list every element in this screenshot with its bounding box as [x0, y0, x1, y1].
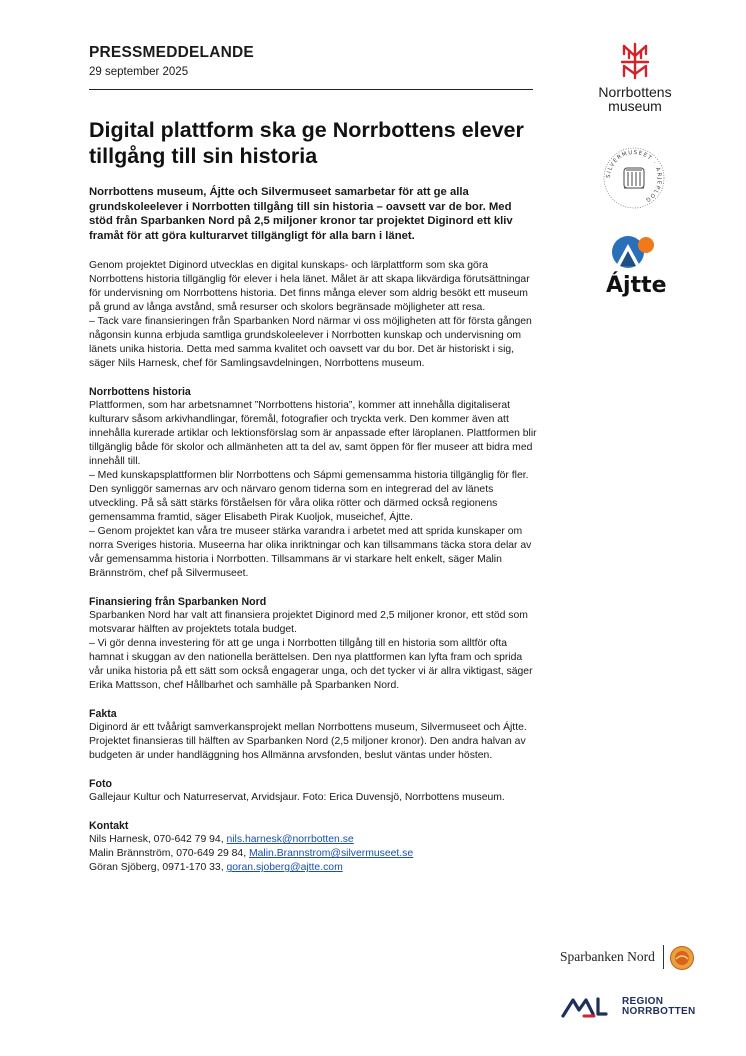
norrbottens-museum-logo [590, 42, 680, 113]
intro-paragraph-1: Genom projektet Diginord utvecklas en digital kunskaps- och lärplattform som ska göra Norrbottens historia tillgänglig för elever i hela länet. Målet är att skapa likvärdiga förutsättningar för undervisning om Norrbottens historia. Det finns många elever som aldrig besökt ett museum på grund av långa avstånd, små resurser och skolors begränsade möjligheter att resa. [89, 260, 530, 314]
email-link-nils[interactable]: nils.harnesk@norrbotten.se [226, 834, 354, 846]
sparbanken-emblem-icon [669, 945, 695, 971]
silvermuseet-seal-icon [602, 146, 666, 210]
contact-malin: Malin Brännström, 070-649 29 84, Malin.Brannstrom@silvermuseet.se [89, 848, 414, 860]
ajtte-logo [606, 232, 667, 298]
fakta-paragraph: Diginord är ett tvåårigt samverkansprojekt mellan Norrbottens museum, Silvermuseet och Ájtte. Projektet finansieras till hälften av Sparbanken Nord (2,5 miljoner kronor). Den andra halvan av budgeten är under handläggning hos Allmänna arvsfonden, beslut väntas under hösten. [89, 722, 527, 762]
contact-goran: Göran Sjöberg, 0971-170 33, goran.sjoberg@ajtte.com [89, 862, 343, 874]
lead-paragraph: Norrbottens museum, Ájtte och Silvermuseet samarbetar för att ge alla grundskoleelever i Norrbotten tillgång till sin historia – oavsett var de bor. Med stöd från Sparbanken Nord på 2,5 miljoner kronor tar projektet Diginord ett kliv framåt för att göra kulturarvet tillgängligt för alla barn i länet. [89, 186, 513, 242]
section-heading-foto: Foto [89, 778, 112, 791]
historia-quote-malin: – Genom projektet kan våra tre museer stärka varandra i arbetet med att sprida kunskaper om norra Sveriges historia. Museerna har olika inriktningar och kan tillsammans täcka stora delar av vår gemensamma historia i Norrbotten. Tillsammans är vi starkare helt enkelt, säger Malin Brännström, chef på Silvermuseet. [89, 526, 532, 580]
region-name: REGION NORRBOTTEN [622, 996, 696, 1017]
museum-emblem-icon [618, 42, 652, 80]
contact-nils: Nils Harnesk, 070-642 79 94, nils.harnesk@norrbotten.se [89, 834, 354, 846]
section-heading-kontakt: Kontakt [89, 820, 129, 833]
sparbanken-divider [663, 945, 664, 969]
section-heading-fakta: Fakta [89, 708, 117, 721]
ajtte-emblem-icon [606, 232, 662, 272]
historia-paragraph-1: Plattformen, som har arbetsnamnet ”Norrbottens historia”, kommer att innehålla digitaliserat kulturarv såsom arkivhandlingar, föremål, fotografier och tryckta verk. Den kommer även att innehålla kurerade artiklar och lektionsförslag som är anpassade efter läroplanen. Plattformen blir tillgänglig både för skolor och allmänheten att ta del av, samt öppen för fler museer att bidra med innehåll till. [89, 400, 537, 468]
headline: Digital plattform ska ge Norrbottens elever tillgång till sin historia [89, 118, 524, 168]
ajtte-wordmark: Ájtte [606, 273, 667, 298]
museum-name-line2: museum [608, 98, 662, 114]
museum-name-line1: Norrbottens [598, 84, 672, 100]
region-norrbotten-emblem-icon [560, 995, 618, 1019]
historia-quote-elisabeth: – Med kunskapsplattformen blir Norrbottens och Sápmi gemensamma historia tillgänglig för fler. Den synliggör samernas arv och närvaro genom tiderna som en integrerad del av länets utveckling. På så sätt stärks förståelsen för våra olika rötter och därmed också regionens gemensamma framtid, säger Elisabeth Pirak Kuoljok, museichef, Ájtte. [89, 470, 529, 524]
sparbanken-wordmark: Sparbanken Nord [560, 949, 655, 964]
sparbanken-nord-logo [560, 945, 700, 971]
intro-quote-nils: – Tack vare finansieringen från Sparbanken Nord närmar vi oss möjligheten att för första gången någonsin kunna erbjuda samtliga grundskoleelever i Norrbotten kunskap och undervisning om länets unika historia. Detta med samma kvalitet och oavsett var du bor. Det är historiskt i sig, säger Nils Harnesk, chef för Samlingsavdelningen, Norrbottens museum. [89, 316, 532, 370]
release-date: 29 september 2025 [89, 66, 189, 78]
finansiering-quote-erika: – Vi gör denna investering för att ge unga i Norrbotten tillgång till en historia som alltför ofta hamnat i skuggan av den nationella berättelsen. Den nya plattformen kan lyfta fram och sprida vår unika historia på ett sätt som också engagerar unga, och det tycker vi är allra viktigast, säger Erika Mattsson, chef Hållbarhet och samhälle på Sparbanken Nord. [89, 638, 533, 692]
email-link-goran[interactable]: goran.sjoberg@ajtte.com [226, 862, 343, 874]
section-heading-finansiering: Finansiering från Sparbanken Nord [89, 596, 267, 609]
svg-text:SILVERMUSEET · ARJEPLOG: SILVERMUSEET · ARJEPLOG [605, 149, 663, 204]
finansiering-paragraph-1: Sparbanken Nord har valt att finansiera projektet Diginord med 2,5 miljoner kronor, ett stöd som motsvarar hälften av projektets totala budget. [89, 610, 528, 636]
region-norrbotten-logo [560, 993, 700, 1021]
silvermuseet-logo [602, 146, 666, 210]
foto-credit: Gallejaur Kultur och Naturreservat, Arvidsjaur. Foto: Erica Duvensjö, Norrbottens museum. [89, 792, 505, 804]
email-link-malin[interactable]: Malin.Brannstrom@silvermuseet.se [249, 848, 414, 860]
document-type: PRESSMEDDELANDE [89, 44, 254, 61]
section-heading-historia: Norrbottens historia [89, 386, 191, 399]
header-divider [89, 89, 533, 90]
press-release [89, 44, 537, 875]
